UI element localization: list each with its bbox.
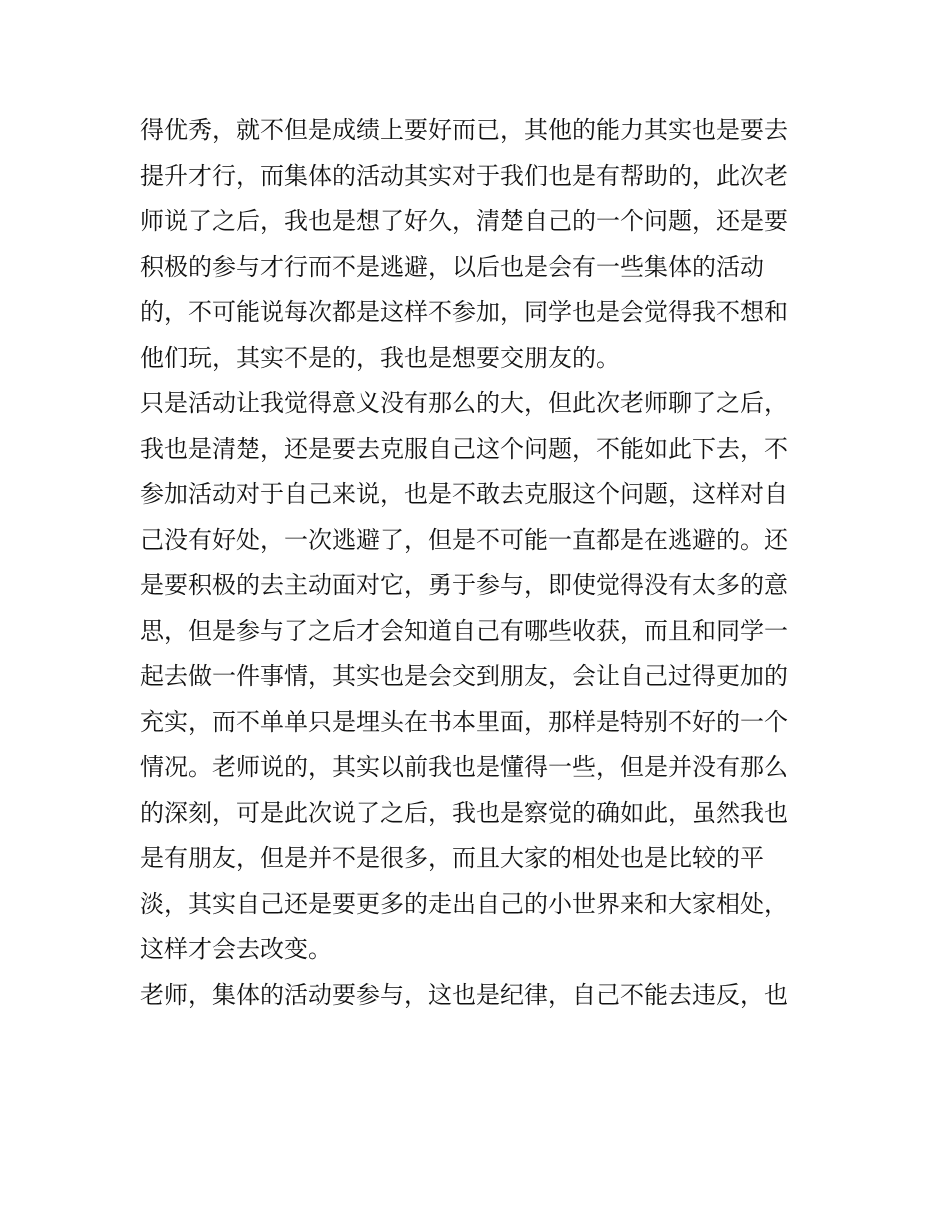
text-line-4: 积极的参与才行而不是逃避，以后也是会有一些集体的活动 [140,252,764,281]
document-body [140,108,820,1018]
text-line-18: 淡，其实自己还是要更多的走出自己的小世界来和大家相处， [140,889,788,918]
text-line-16: 的深刻，可是此次说了之后，我也是察觉的确如此，虽然我也 [140,798,788,827]
text-line-13: 起去做一件事情，其实也是会交到朋友，会让自己过得更加的 [140,662,788,690]
text-line-17: 是有朋友，但是并不是很多，而且大家的相处也是比较的平 [140,844,764,872]
text-line-8: 我也是清楚，还是要去克服自己这个问题，不能如此下去，不 [140,434,788,463]
text-line-2: 提升才行，而集体的活动其实对于我们也是有帮助的，此次老 [140,161,788,190]
text-line-3: 师说了之后，我也是想了好久，清楚自己的一个问题，还是要 [140,207,788,235]
text-line-7: 只是活动让我觉得意义没有那么的大，但此次老师聊了之后， [140,389,788,417]
text-line-19: 这样才会去改变。 [140,935,332,963]
text-line-14: 充实，而不单单只是埋头在书本里面，那样是特别不好的一个 [140,707,788,736]
text-line-15: 情况。老师说的，其实以前我也是懂得一些，但是并没有那么 [140,753,788,781]
text-line-12: 思，但是参与了之后才会知道自己有哪些收获，而且和同学一 [140,616,788,645]
text-line-1: 得优秀，就不但是成绩上要好而已，其他的能力其实也是要去 [140,116,788,144]
text-line-9: 参加活动对于自己来说，也是不敢去克服这个问题，这样对自 [140,480,788,508]
text-line-5: 的，不可能说每次都是这样不参加，同学也是会觉得我不想和 [140,298,788,326]
text-line-11: 是要积极的去主动面对它，勇于参与，即使觉得没有太多的意 [140,571,788,599]
text-line-10: 己没有好处，一次逃避了，但是不可能一直都是在逃避的。还 [140,525,788,554]
text-line-20: 老师，集体的活动要参与，这也是纪律，自己不能去违反，也 [140,980,788,1009]
text-line-6: 他们玩，其实不是的，我也是想要交朋友的。 [140,343,620,372]
